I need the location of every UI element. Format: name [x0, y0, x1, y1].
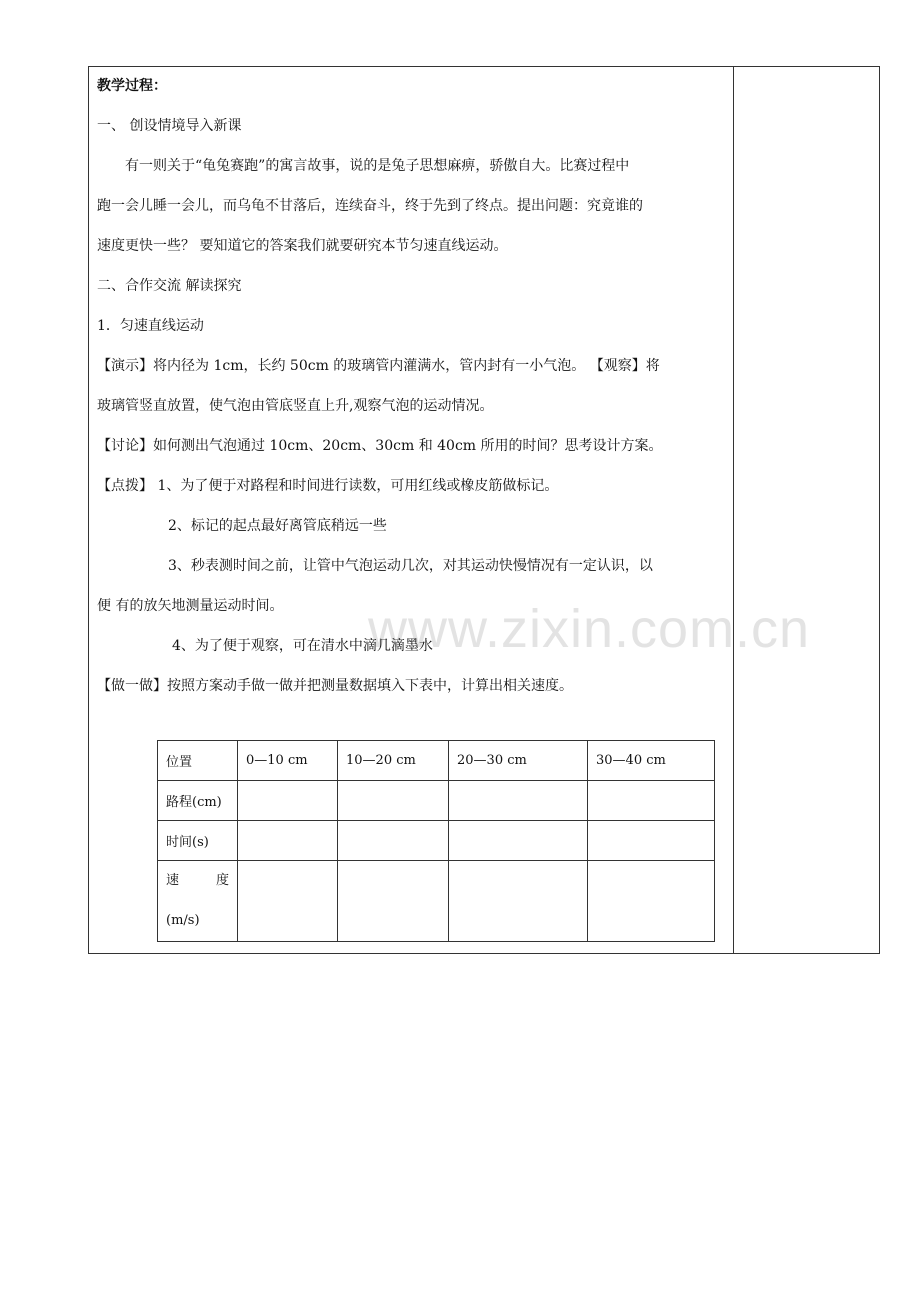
section-title: 一、 创设情境导入新课 — [97, 118, 242, 134]
tip-line: 3、秒表测时间之前，让管中气泡运动几次，对其运动快慢情况有一定认识，以 — [168, 558, 653, 574]
measurement-table — [157, 740, 715, 942]
section-title: 二、合作交流 解读探究 — [97, 278, 242, 294]
row-label-speed — [158, 861, 238, 942]
speed-label-b: 度 — [215, 873, 229, 888]
demo-line: 【演示】将内径为 1cm，长约 50cm 的玻璃管内灌满水，管内封有一小气泡。 【观察】将 — [97, 358, 660, 374]
row-label: 时间(s) — [158, 821, 238, 861]
tip-line: 4、为了便于观察，可在清水中滴几滴墨水 — [172, 638, 433, 654]
header-cell: 30—40 cm — [588, 741, 715, 781]
tip-line: 便 有的放矢地测量运动时间。 — [97, 598, 284, 614]
paragraph-line: 有一则关于“龟兔赛跑”的寓言故事，说的是兔子思想麻痹，骄傲自大。比赛过程中 — [125, 158, 630, 174]
header-cell: 位置 — [158, 741, 238, 781]
header-cell: 20—30 cm — [449, 741, 588, 781]
table-header-row — [158, 741, 715, 781]
discuss-line: 【讨论】如何测出气泡通过 10cm、20cm、30cm 和 40cm 所用的时间？思考设计方案。 — [97, 438, 663, 454]
header-cell: 10—20 cm — [338, 741, 449, 781]
speed-unit: (m/s) — [166, 913, 200, 928]
table-cell[interactable] — [449, 781, 588, 821]
header-cell: 0—10 cm — [238, 741, 338, 781]
table-cell[interactable] — [238, 861, 338, 942]
watermark: www.zixin.com.cn — [368, 599, 811, 659]
table-row — [158, 861, 715, 942]
column-divider — [733, 66, 734, 954]
table-row — [158, 781, 715, 821]
demo-line: 玻璃管竖直放置，使气泡由管底竖直上升,观察气泡的运动情况。 — [97, 398, 494, 414]
tip-line: 2、标记的起点最好离管底稍远一些 — [168, 518, 387, 534]
row-label: 路程(cm) — [158, 781, 238, 821]
table-cell[interactable] — [338, 861, 449, 942]
paragraph-line: 速度更快一些？ 要知道它的答案我们就要研究本节匀速直线运动。 — [97, 238, 508, 254]
paragraph-line: 跑一会儿睡一会儿，而乌龟不甘落后，连续奋斗，终于先到了终点。提出问题：究竟谁的 — [97, 198, 643, 214]
table-cell[interactable] — [338, 781, 449, 821]
table-cell[interactable] — [588, 821, 715, 861]
table-cell[interactable] — [238, 781, 338, 821]
table-cell[interactable] — [338, 821, 449, 861]
tip-line: 【点拨】 1、为了便于对路程和时间进行读数，可用红线或橡皮筋做标记。 — [97, 478, 559, 494]
table-cell[interactable] — [588, 781, 715, 821]
table-cell[interactable] — [449, 821, 588, 861]
activity-line: 【做一做】按照方案动手做一做并把测量数据填入下表中，计算出相关速度。 — [97, 678, 573, 694]
table-cell[interactable] — [449, 861, 588, 942]
subsection-title: 1．匀速直线运动 — [97, 318, 204, 334]
lesson-content — [97, 66, 733, 706]
table-row — [158, 821, 715, 861]
heading: 教学过程： — [97, 78, 167, 94]
table-cell[interactable] — [588, 861, 715, 942]
speed-label-a: 速 — [166, 873, 180, 888]
table-cell[interactable] — [238, 821, 338, 861]
